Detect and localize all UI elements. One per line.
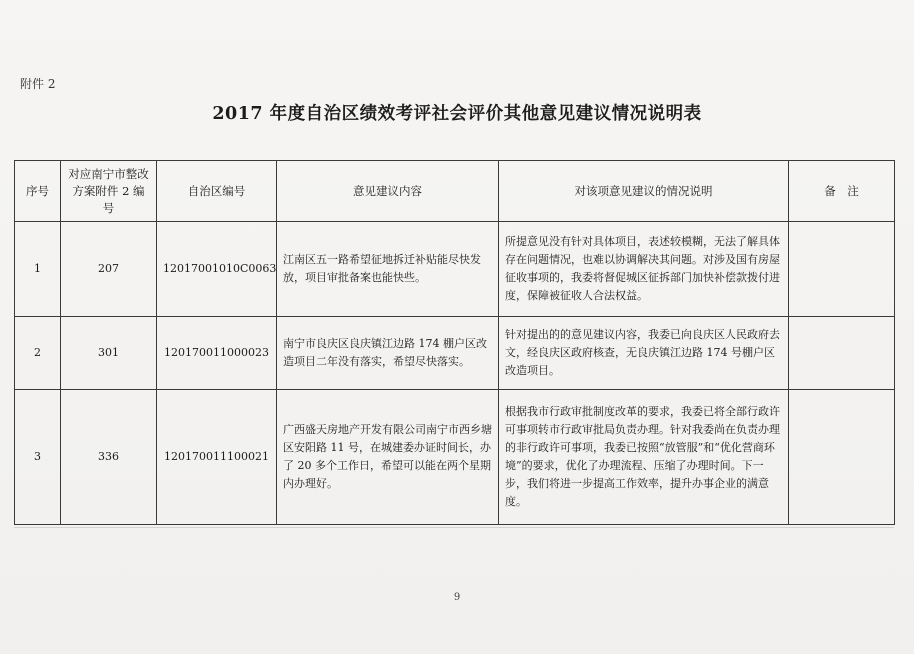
cell-explanation: 针对提出的的意见建议内容，我委已向良庆区人民政府去文，经良庆区政府核查，无良庆镇江边路 174 号棚户区改造项目。 (499, 317, 789, 390)
cell-region-no: 12017001010C0063 (157, 222, 277, 317)
header-content: 意见建议内容 (277, 161, 499, 222)
table-header-row (15, 161, 895, 222)
cell-plan-ref: 207 (61, 222, 157, 317)
bleed-through-shadow (14, 527, 894, 556)
header-remarks: 备 注 (789, 161, 895, 222)
page-number: 9 (453, 592, 461, 603)
header-seq: 序号 (15, 161, 61, 222)
header-region-no: 自治区编号 (157, 161, 277, 222)
cell-explanation: 所提意见没有针对具体项目，表述较模糊，无法了解具体存在问题情况，也难以协调解决其问题。对涉及国有房屋征收事项的，我委将督促城区征拆部门加快补偿款拨付进度，保障被征收人合法权益。 (499, 222, 789, 317)
attachment-label: 附件 2 (20, 77, 56, 91)
page-title: 2017 年度自治区绩效考评社会评价其他意见建议情况说明表 (212, 104, 702, 124)
cell-content: 广西盛天房地产开发有限公司南宁市西乡塘区安阳路 11 号，在城建委办证时间长，办了 20 多个工作日，希望可以能在两个星期内办理好。 (277, 390, 499, 525)
opinion-table (14, 160, 895, 525)
table-row (15, 317, 895, 390)
cell-explanation: 根据我市行政审批制度改革的要求，我委已将全部行政许可事项转市行政审批局负责办理。针对我委尚在负责办理的非行政许可事项，我委已按照“放管服”和“优化营商环境”的要求，优化了办理流程、压缩了办理时间。下一步，我们将进一步提高工作效率，提升办事企业的满意度。 (499, 390, 789, 525)
cell-region-no: 120170011000023 (157, 317, 277, 390)
cell-content: 南宁市良庆区良庆镇江边路 174 棚户区改造项目二年没有落实，希望尽快落实。 (277, 317, 499, 390)
cell-content: 江南区五一路希望征地拆迁补贴能尽快发放，项目审批备案也能快些。 (277, 222, 499, 317)
header-plan-ref: 对应南宁市整改方案附件 2 编号 (61, 161, 157, 222)
table-row (15, 390, 895, 525)
cell-seq: 2 (15, 317, 61, 390)
header-explanation: 对该项意见建议的情况说明 (499, 161, 789, 222)
cell-seq: 1 (15, 222, 61, 317)
cell-seq: 3 (15, 390, 61, 525)
cell-remarks (789, 390, 895, 525)
cell-remarks (789, 317, 895, 390)
cell-remarks (789, 222, 895, 317)
cell-plan-ref: 336 (61, 390, 157, 525)
cell-region-no: 120170011100021 (157, 390, 277, 525)
table-row (15, 222, 895, 317)
cell-plan-ref: 301 (61, 317, 157, 390)
